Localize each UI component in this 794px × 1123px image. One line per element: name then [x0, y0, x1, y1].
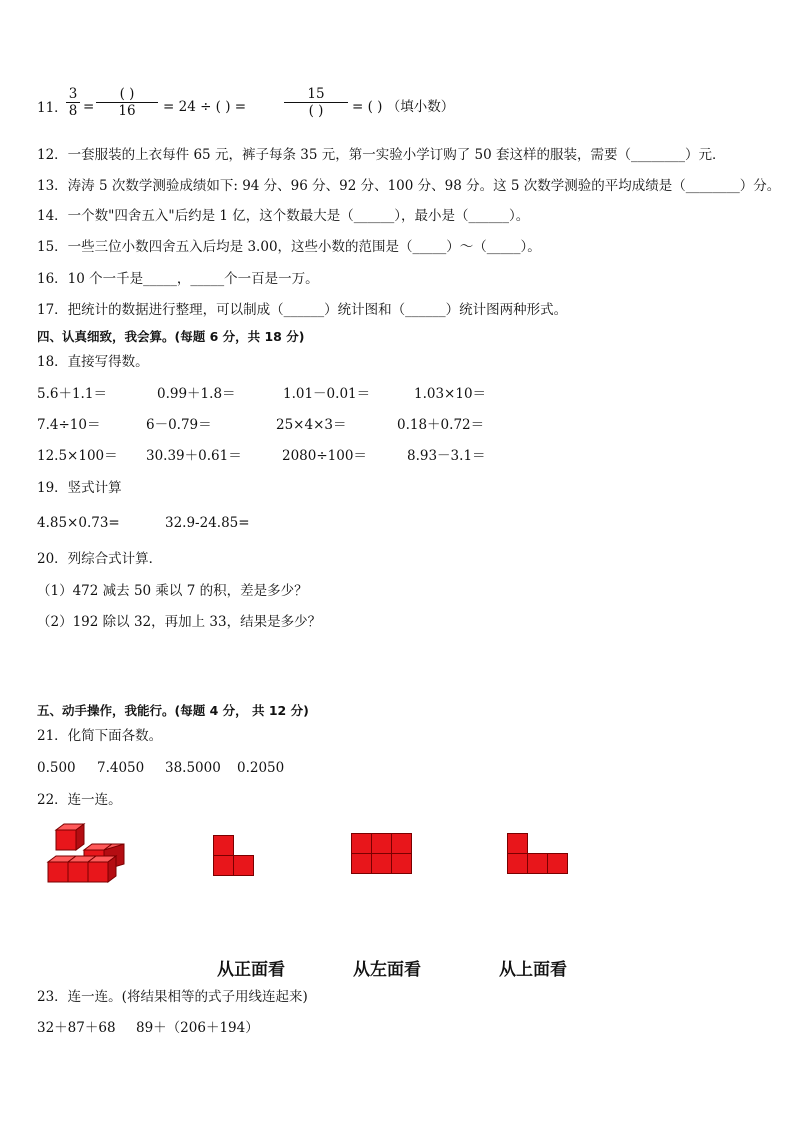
simplify-number: 0.2050 — [237, 760, 285, 776]
equals-sign: = — [83, 99, 95, 115]
calc-item: 30.39＋0.61＝ — [146, 448, 242, 464]
numerator-blank: ( ) — [96, 86, 158, 103]
question-16: 16．10 个一千是_____，_____个一百是一万。 — [37, 271, 319, 287]
question-20-part-1: （1）472 减去 50 乘以 7 的积，差是多少？ — [37, 583, 308, 599]
expression-item: 89＋（206＋194） — [136, 1020, 259, 1036]
view-caption-top: 从上面看 — [499, 960, 567, 980]
calc-item: 6－0.79＝ — [146, 417, 212, 433]
fraction-3-8 — [66, 86, 80, 119]
numerator: 15 — [284, 86, 348, 103]
question-21: 21．化简下面各数。 — [37, 728, 163, 744]
question-20-part-2: （2）192 除以 32，再加上 33，结果是多少？ — [37, 614, 322, 630]
calc-item: 12.5×100＝ — [37, 448, 118, 464]
cube-stack-figure — [44, 822, 128, 884]
calc-item: 0.18＋0.72＝ — [397, 417, 485, 433]
question-23: 23．连一连。(将结果相等的式子用线连起来) — [37, 989, 308, 1005]
section-4-heading: 四、认真细致，我会算。(每题 6 分，共 18 分) — [37, 329, 305, 344]
question-number: 11． — [37, 100, 68, 116]
denominator-blank: ( ) — [308, 103, 324, 119]
view-caption-front: 从正面看 — [217, 960, 285, 980]
question-20: 20．列综合式计算． — [37, 551, 163, 567]
calc-item: 1.01－0.01＝ — [283, 386, 371, 402]
view-shape-1 — [213, 835, 255, 877]
fraction-blank-16 — [96, 86, 158, 119]
decimal-blank: = ( ) （填小数） — [352, 99, 455, 115]
question-17: 17．把统计的数据进行整理，可以制成（______）统计图和（______）统计图两种形式。 — [37, 302, 568, 318]
calc-item: 5.6＋1.1＝ — [37, 386, 107, 402]
fraction-15-blank — [284, 86, 348, 119]
simplify-number: 38.5000 — [165, 760, 221, 776]
simplify-number: 0.500 — [37, 760, 76, 776]
view-caption-left: 从左面看 — [353, 960, 421, 980]
calc-item: 7.4÷10＝ — [37, 417, 101, 433]
calc-item: 8.93－3.1＝ — [407, 448, 486, 464]
question-13: 13．涛涛 5 次数学测验成绩如下: 94 分、96 分、92 分、100 分、98 分。这 5 次数学测验的平均成绩是（________）分。 — [37, 178, 781, 194]
question-18: 18．直接写得数。 — [37, 354, 149, 370]
question-22: 22．连一连。 — [37, 792, 122, 808]
calc-item: 0.99＋1.8＝ — [157, 386, 236, 402]
question-15: 15．一些三位小数四舍五入后均是 3.00，这些小数的范围是（_____）～（_____）。 — [37, 239, 541, 255]
vertical-calc-item: 4.85×0.73= — [37, 515, 120, 531]
question-19: 19．竖式计算 — [37, 480, 122, 496]
question-14: 14．一个数"四舍五入"后约是 1 亿，这个数最大是（______），最小是（______）。 — [37, 208, 530, 224]
view-shape-3 — [507, 833, 569, 875]
view-shape-2 — [351, 833, 413, 875]
division-blank: = 24 ÷ ( ) = — [163, 99, 247, 115]
section-5-heading: 五、动手操作，我能行。(每题 4 分， 共 12 分) — [37, 703, 309, 718]
expression-item: 32＋87＋68 — [37, 1020, 116, 1036]
question-12: 12．一套服装的上衣每件 65 元，裤子每条 35 元，第一实验小学订购了 50 套这样的服装，需要（________）元． — [37, 147, 726, 163]
numerator: 3 — [66, 86, 80, 103]
simplify-number: 7.4050 — [97, 760, 145, 776]
denominator: 16 — [118, 103, 136, 119]
calc-item: 25×4×3＝ — [276, 417, 347, 433]
calc-item: 2080÷100＝ — [282, 448, 367, 464]
calc-item: 1.03×10＝ — [414, 386, 487, 402]
denominator: 8 — [68, 103, 78, 119]
vertical-calc-item: 32.9-24.85= — [165, 515, 250, 531]
